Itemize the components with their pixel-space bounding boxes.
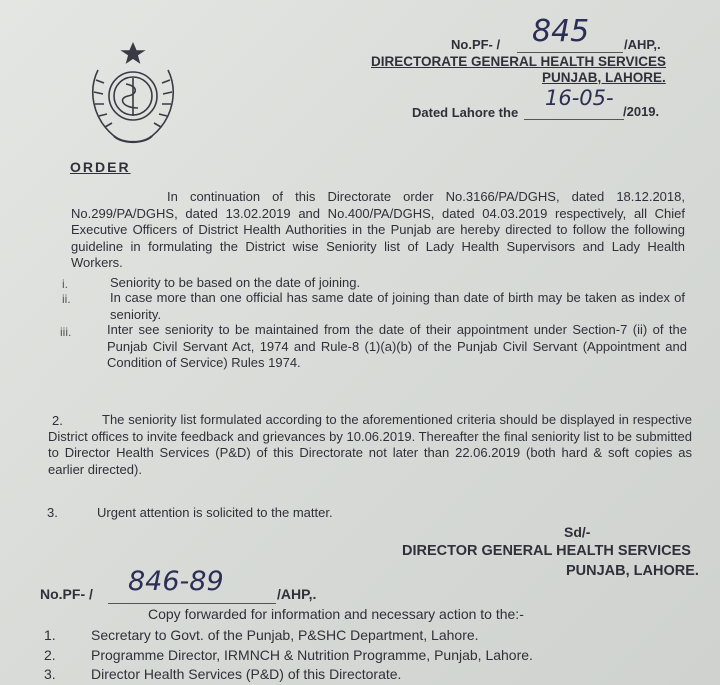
org-name-line1: DIRECTORATE GENERAL HEALTH SERVICES [371, 54, 667, 69]
guideline-num: ii. [62, 292, 71, 306]
guideline-num: iii. [60, 325, 72, 339]
signature-line1: DIRECTOR GENERAL HEALTH SERVICES [402, 543, 691, 559]
recipient-text: Programme Director, IRMNCH & Nutrition Programme, Punjab, Lahore. [91, 647, 533, 663]
dated-label: Dated Lahore the [412, 105, 519, 120]
ref-number-handwritten: 845 [532, 14, 590, 49]
signature-line2: PUNJAB, LAHORE. [566, 563, 699, 579]
recipient-num: 1. [44, 627, 56, 643]
guideline-num: i. [62, 277, 68, 291]
guideline-text: Seniority to be based on the date of joining. [110, 275, 361, 290]
org-name-line2: PUNJAB, LAHORE. [542, 70, 666, 85]
date-underline [524, 119, 624, 120]
order-title: ORDER [70, 159, 131, 175]
intro-paragraph: In continuation of this Directorate order No.3166/PA/DGHS, dated 18.12.2018, No.299/PA/DGHS, dated 13.02.2019 and No.400/PA/DGHS, dated 04.03.2019 respectively, all Chief Executive Officers of District Health Authorities in the Punjab are hereby directed to follow the following guideline in formulating the District wise Seniority list of Lady Health Supervisors and Lady Health Workers. [71, 189, 685, 270]
ref-prefix: No.PF- / [451, 37, 501, 52]
copy-forwarded-line: Copy forwarded for information and necessary action to the:- [148, 606, 524, 622]
recipient-num: 3. [44, 666, 56, 682]
punjab-health-emblem-icon [78, 40, 188, 148]
guideline-text: In case more than one official has same date of joining than date of birth may be taken as index of seniority. [110, 290, 685, 322]
para2-number: 2. [52, 413, 63, 428]
ref-suffix: /AHP,. [624, 37, 661, 52]
footer-ref-number-handwritten: 846-89 [128, 566, 224, 597]
footer-ref-prefix: No.PF- / [40, 586, 93, 602]
date-handwritten: 16-05- [545, 86, 614, 110]
para3-text: Urgent attention is solicited to the matter. [97, 505, 333, 520]
signature-sd: Sd/- [564, 524, 591, 540]
recipient-text: Director Health Services (P&D) of this Directorate. [91, 666, 402, 682]
footer-ref-underline [108, 603, 276, 604]
guideline-text: Inter see seniority to be maintained from the date of their appointment under Section-7 (ii) of the Punjab Civil Servant Act, 1974 and Rule-8 (1)(a)(b) of the Punjab Civil Servant (Appointment and Condition of Service) Rules 1974. [107, 322, 687, 370]
recipient-num: 2. [44, 647, 56, 663]
para3-number: 3. [47, 505, 58, 520]
para2-text: The seniority list formulated according to the aforementioned criteria should be displayed in respective District offices to invite feedback and grievances by 10.06.2019. Thereafter the final seniority list to be submitted to Director Health Services (P&D) of this Directorate not later than 22.06.2019 (both hard & soft copies as earlier directed). [48, 412, 692, 477]
footer-ref-suffix: /AHP,. [277, 586, 317, 602]
dated-year: /2019. [623, 104, 660, 119]
recipient-text: Secretary to Govt. of the Punjab, P&SHC Department, Lahore. [91, 627, 479, 643]
